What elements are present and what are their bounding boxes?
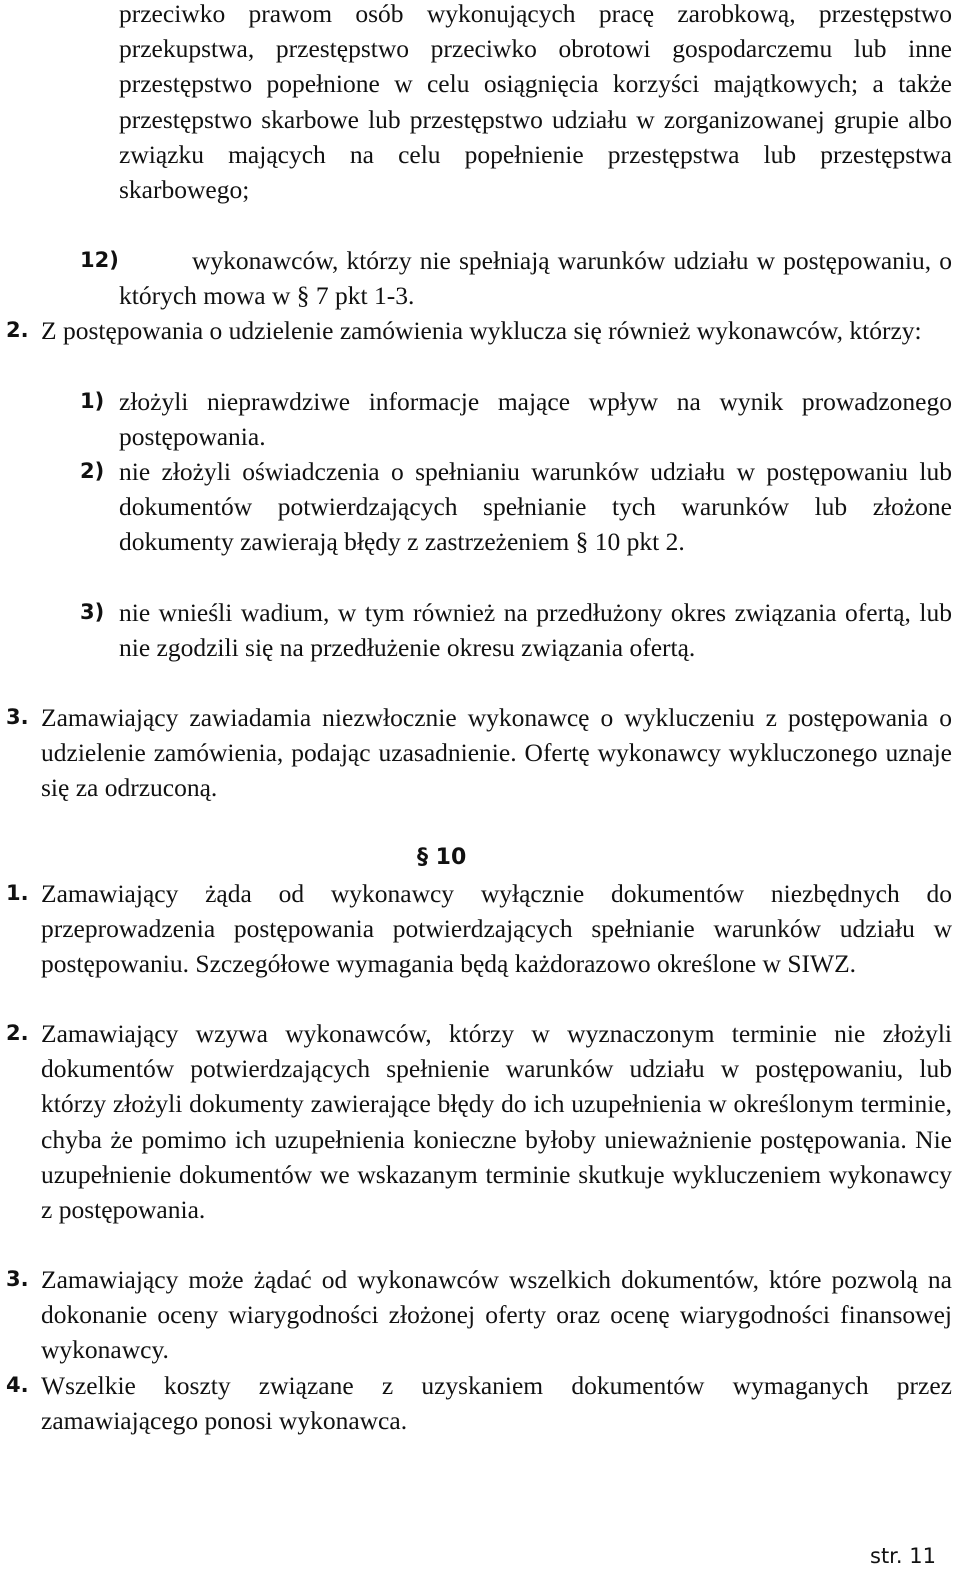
par-2-item-3-number: 3) xyxy=(80,600,105,624)
section-heading: § 10 xyxy=(417,845,467,870)
sec10-par-1-text: Zamawiający żąda od wykonawcy wyłącznie dokumentów niezbędnych do przeprowadzenia postępowania potwierdzających spełnianie warunków udziału w postępowaniu. Szczegółowe wymagania będą każdorazowo określone w SIWZ. xyxy=(41,879,952,979)
par-2-text: Z postępowania o udzielenie zamówienia wyklucza się również wykonawców, którzy: xyxy=(41,316,922,345)
sec10-par-4-number: 4. xyxy=(6,1373,29,1397)
par-2-number: 2. xyxy=(6,318,29,342)
sec10-par-4-text: Wszelkie koszty związane z uzyskaniem dokumentów wymaganych przez zamawiającego ponosi wykonawca. xyxy=(41,1371,952,1436)
par-2-item-2-text: nie złożyli oświadczenia o spełnianiu warunków udziału w postępowaniu lub dokumentów potwierdzających spełnianie tych warunków lub złożone dokumenty zawierają błędy z zastrzeżeniem § 10 pkt 2. xyxy=(119,457,952,557)
par-2-item-3-text: nie wnieśli wadium, w tym również na przedłużony okres związania ofertą, lub nie zgodzili się na przedłużenie okresu związania ofertą. xyxy=(119,598,952,663)
continued-text: przeciwko prawom osób wykonujących pracę zarobkową, przestępstwo przekupstwa, przestępstwo przeciwko obrotowi gospodarczemu lub inne przestępstwo popełnione w celu osiągnięcia korzyści majątkowych; a także przestępstwo skarbowe lub przestępstwo udziału w zorganizowanej grupie albo związku mających na celu popełnienie przestępstwa lub przestępstwa skarbowego; xyxy=(119,0,952,205)
par-3-number: 3. xyxy=(6,705,29,729)
page-number: str. 11 xyxy=(870,1544,936,1568)
item-12-number: 12) xyxy=(80,248,119,272)
sec10-par-3-number: 3. xyxy=(6,1267,29,1291)
par-2-item-1-number: 1) xyxy=(80,389,105,413)
item-12-text: wykonawców, którzy nie spełniają warunków udziału w postępowaniu, o których mowa w § 7 pkt 1-3. xyxy=(119,246,952,311)
sec10-par-3-text: Zamawiający może żądać od wykonawców wszelkich dokumentów, które pozwolą na dokonanie oceny wiarygodności złożonej oferty oraz ocenę wiarygodności finansowej wykonawcy. xyxy=(41,1265,952,1365)
sec10-par-1-number: 1. xyxy=(6,881,29,905)
par-2-item-2-number: 2) xyxy=(80,459,105,483)
sec10-par-2-text: Zamawiający wzywa wykonawców, którzy w wyznaczonym terminie nie złożyli dokumentów potwierdzających spełnienie warunków udziału w postępowaniu, lub którzy złożyli dokumenty zawierające błędy do ich uzupełnienia w określonym terminie, chyba że pomimo ich uzupełnienia konieczne byłoby unieważnienie postępowania. Nie uzupełnienie dokumentów we wskazanym terminie skutkuje wykluczeniem wykonawcy z postępowania. xyxy=(41,1019,952,1225)
sec10-par-2-number: 2. xyxy=(6,1021,29,1045)
par-3-text: Zamawiający zawiadamia niezwłocznie wykonawcę o wykluczeniu z postępowania o udzielenie zamówienia, podając uzasadnienie. Ofertę wykonawcy wykluczonego uznaje się za odrzuconą. xyxy=(41,703,952,803)
par-2-item-1-text: złożyli nieprawdziwe informacje mające wpływ na wynik prowadzonego postępowania. xyxy=(119,387,952,452)
